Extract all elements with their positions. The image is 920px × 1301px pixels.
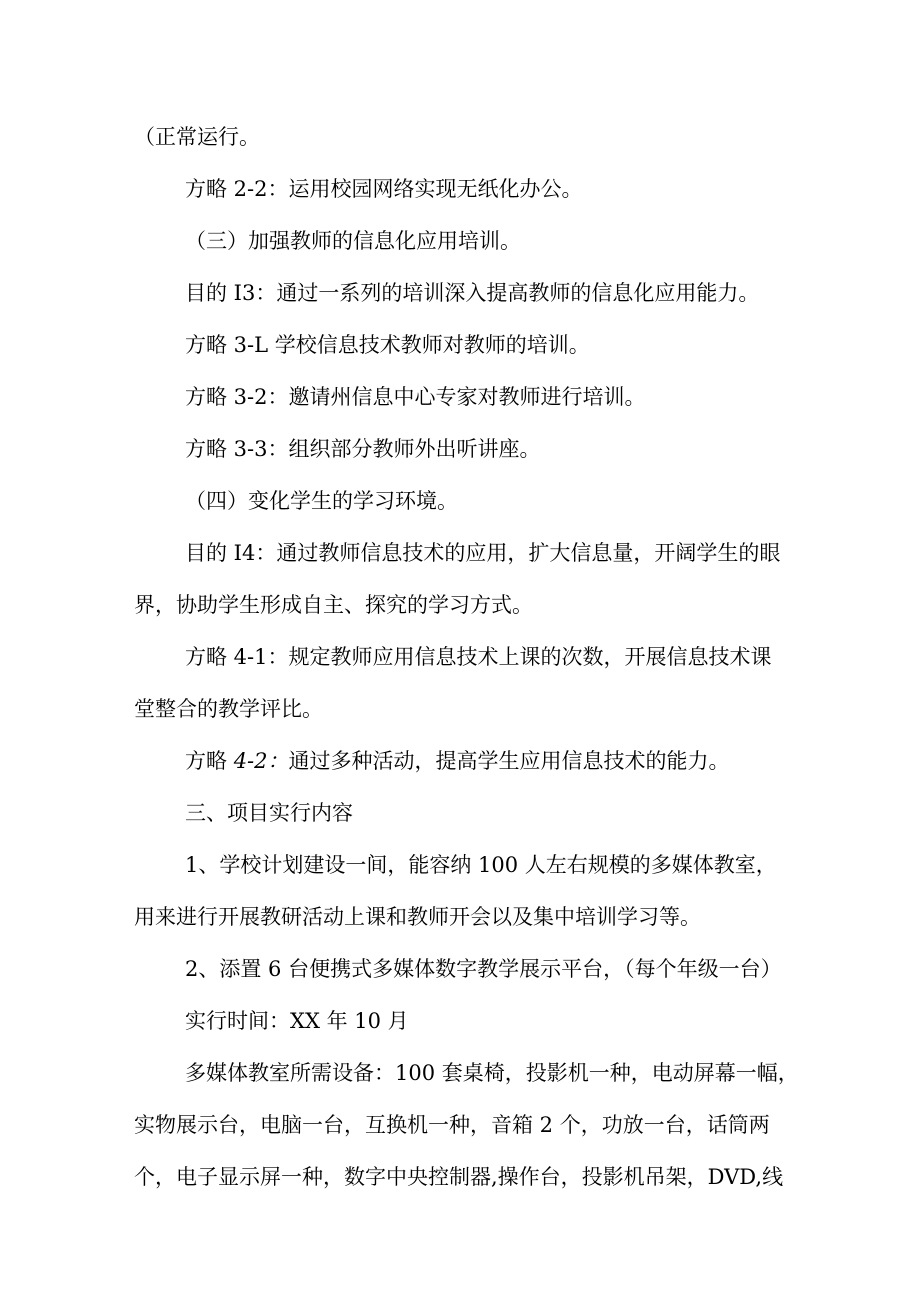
line-segment-italic: 4-2： — [233, 749, 289, 773]
paragraph-line: 2、添置 6 台便携式多媒体数字教学展示平台，（每个年级一台） — [185, 957, 782, 981]
line-segment: 通过多种活动，提高学生应用信息技术的能力。 — [288, 749, 730, 773]
section-heading: （四）变化学生的学习环境。 — [185, 489, 458, 513]
paragraph-line — [185, 746, 730, 776]
paragraph-line: 目的 I3：通过一系列的培训深入提高教师的信息化应用能力。 — [185, 281, 760, 305]
paragraph-line: 多媒体教室所需设备：100 套桌椅，投影机一种，电动屏幕一幅， — [185, 1061, 799, 1085]
paragraph-line: 方略 3-3：组织部分教师外出听讲座。 — [185, 437, 541, 461]
paragraph-line: 用来进行开展教研活动上课和教师开会以及集中培训学习等。 — [134, 905, 701, 929]
paragraph-line: 方略 3-2：邀请州信息中心专家对教师进行培训。 — [185, 385, 646, 409]
section-heading: （三）加强教师的信息化应用培训。 — [185, 229, 521, 253]
paragraph-line: 堂整合的教学评比。 — [134, 697, 323, 721]
paragraph-line: 1、学校计划建设一间，能容纳 100 人左右规模的多媒体教室， — [185, 853, 777, 877]
line-segment: 方略 — [185, 749, 234, 773]
paragraph-line: 界，协助学生形成自主、探究的学习方式。 — [134, 593, 533, 617]
section-heading: 三、项目实行内容 — [185, 801, 353, 825]
paragraph-line: 方略 4-1：规定教师应用信息技术上课的次数，开展信息技术课 — [185, 645, 772, 669]
paragraph-line: 个，电子显示屏一种，数字中央控制器,操作台，投影机吊架，DVD,线 — [134, 1165, 784, 1189]
paragraph-line: 方略 2-2：运用校园网络实现无纸化办公。 — [185, 177, 583, 201]
paragraph-line: 实行时间：XX 年 10 月 — [185, 1009, 409, 1033]
paragraph-line: 实物展示台，电脑一台，互换机一种，音箱 2 个，功放一台，话筒两 — [134, 1113, 770, 1137]
paragraph-line: 目的 I4：通过教师信息技术的应用，扩大信息量，开阔学生的眼 — [185, 541, 781, 565]
paragraph-line: （正常运行。 — [134, 125, 260, 149]
paragraph-line: 方略 3-L 学校信息技术教师对教师的培训。 — [185, 333, 590, 357]
